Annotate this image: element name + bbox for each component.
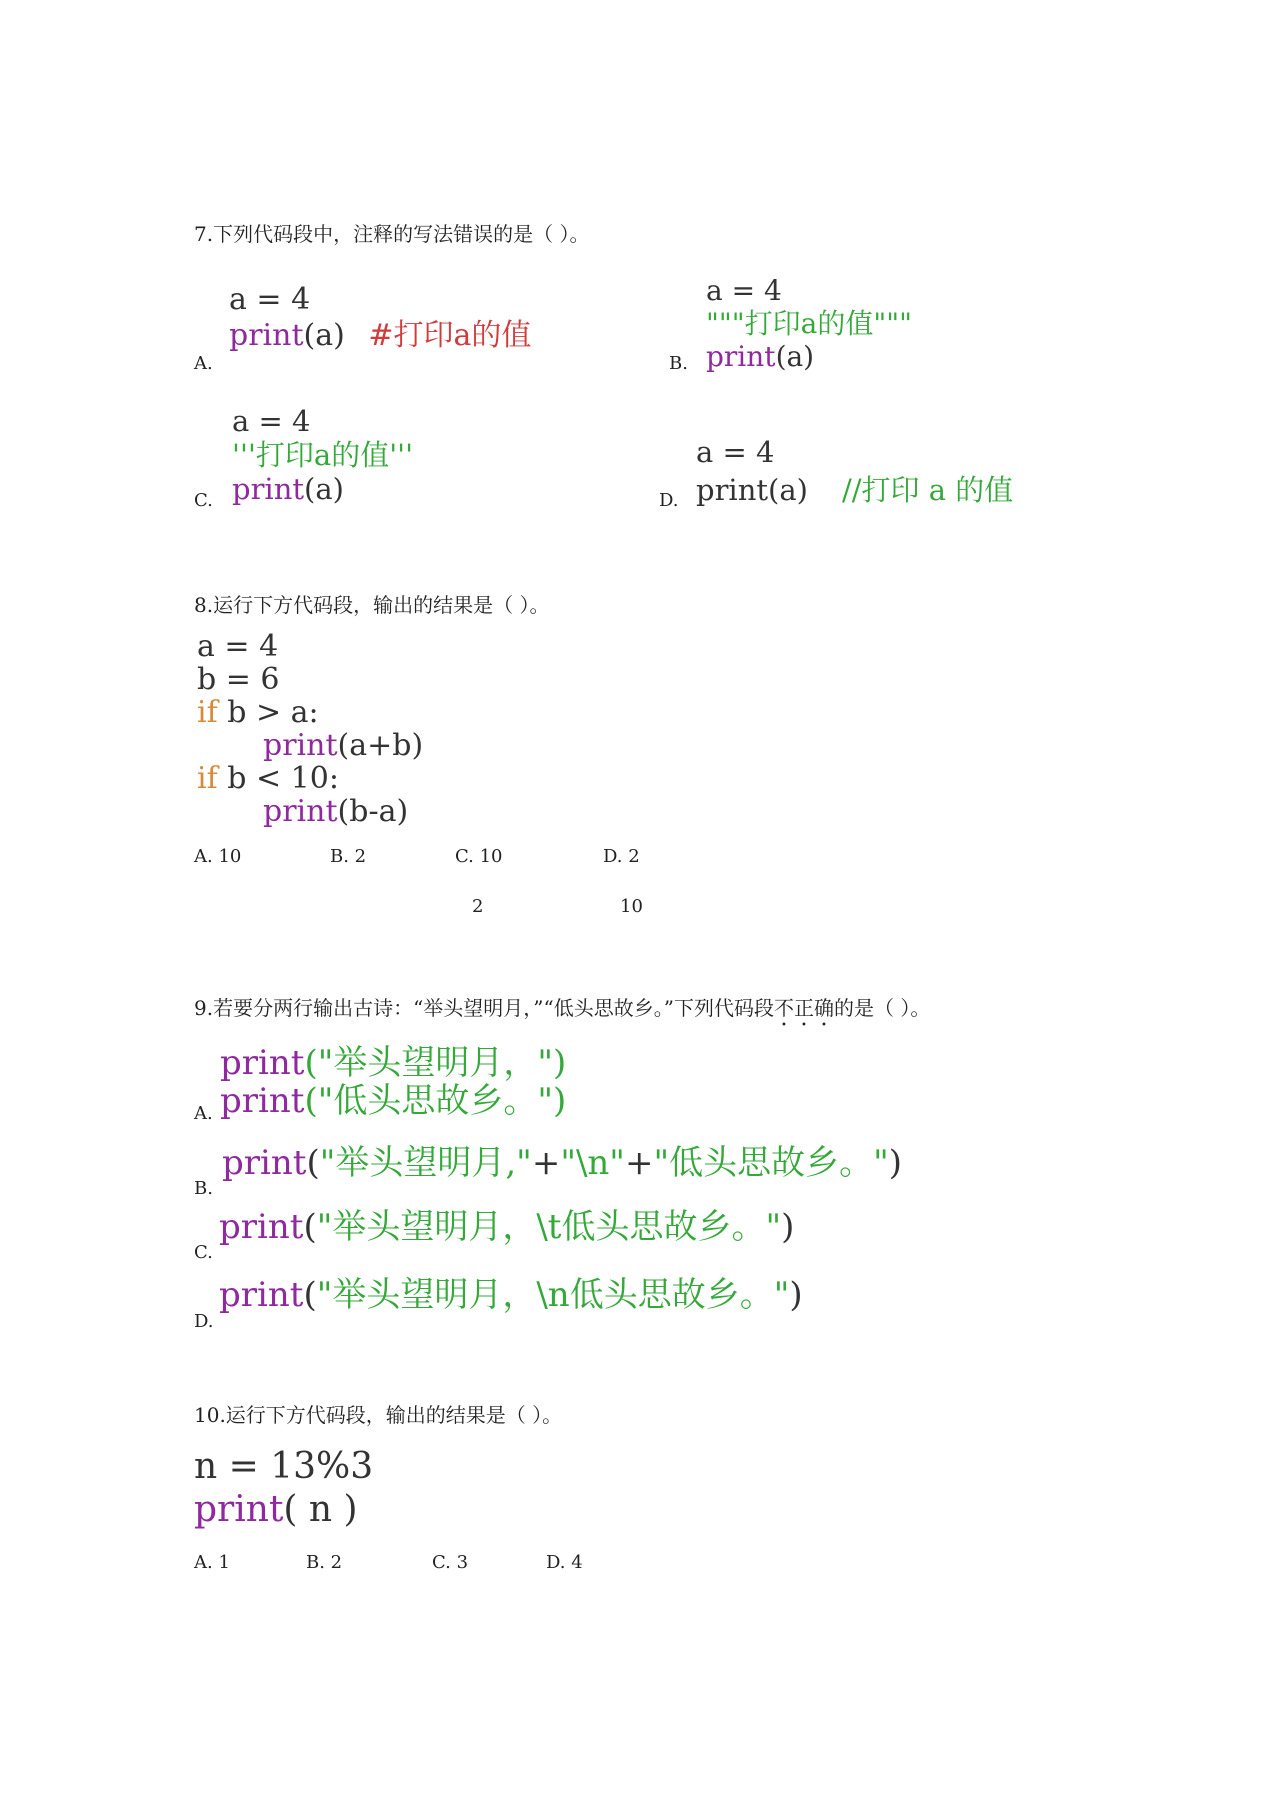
paren: (	[303, 1207, 317, 1247]
q7-question: 7.下列代码段中，注释的写法错误的是（ ）。	[194, 222, 590, 246]
q8-answer-a[interactable]: A. 10	[194, 846, 242, 867]
code-args: ( n )	[283, 1489, 358, 1530]
q8-question: 8.运行下方代码段，输出的结果是（ ）。	[194, 593, 550, 617]
q9-question	[194, 992, 930, 1031]
q7-option-a-label[interactable]: A.	[194, 353, 213, 374]
q7-option-b-label[interactable]: B.	[669, 353, 688, 374]
print-keyword: print	[194, 1489, 284, 1530]
print-keyword: print	[222, 1143, 307, 1183]
string-literal: "\n"	[560, 1143, 625, 1183]
plus-operator: +	[624, 1143, 654, 1183]
q8-answer-c[interactable]: C. 10	[455, 846, 503, 867]
q10-answer-a[interactable]: A. 1	[194, 1552, 230, 1573]
string-literal: "举头望明月,"	[319, 1143, 532, 1183]
q10-answer-b[interactable]: B. 2	[306, 1552, 343, 1573]
paren: (	[303, 1275, 317, 1315]
q7-option-c-label[interactable]: C.	[194, 490, 213, 511]
q9-option-d-label[interactable]: D.	[194, 1311, 214, 1332]
code-line: a = 4	[696, 435, 775, 469]
if-keyword: if	[197, 695, 218, 730]
code-args: (a)	[304, 472, 344, 506]
print-keyword: print	[219, 1275, 304, 1315]
code-line: a = 4	[197, 629, 279, 664]
q7-option-b-code	[706, 274, 912, 373]
code-args: (a)	[775, 340, 815, 373]
paren: )	[789, 1275, 803, 1315]
code-line: a = 4	[232, 404, 311, 438]
string-literal: ("举头望明月，")	[304, 1043, 567, 1083]
if-keyword: if	[197, 761, 218, 796]
paren: (	[306, 1143, 320, 1183]
q9-option-c-code	[219, 1207, 795, 1247]
paren: )	[888, 1143, 902, 1183]
q8-answer-b[interactable]: B. 2	[330, 846, 367, 867]
print-keyword: print	[232, 472, 305, 506]
q9-question-text: 9.若要分两行输出古诗：“举头望明月，”“低头思故乡。”下列代码段	[194, 996, 774, 1020]
string-literal: ("低头思故乡。")	[304, 1081, 567, 1121]
print-keyword: print	[706, 340, 776, 373]
string-literal: "低头思故乡。"	[653, 1143, 889, 1183]
q10-answer-d[interactable]: D. 4	[546, 1552, 583, 1573]
comment-text: #打印a的值	[368, 318, 532, 353]
print-keyword: print	[220, 1043, 305, 1083]
print-keyword: print	[263, 728, 338, 763]
q7-option-a-code	[229, 282, 532, 353]
q10-code-block	[194, 1445, 373, 1531]
q9-option-b-label[interactable]: B.	[194, 1178, 213, 1199]
q7-option-c-code	[232, 404, 413, 506]
code-args: (a+b)	[337, 728, 424, 763]
string-literal: "举头望明月，\n低头思故乡。"	[316, 1275, 790, 1315]
q9-option-d-code	[219, 1275, 803, 1315]
q9-question-emphasis: 不正确	[773, 996, 834, 1020]
q7-option-d-label[interactable]: D.	[659, 490, 679, 511]
comment-text: """打印a的值"""	[706, 307, 912, 340]
paren: )	[781, 1207, 795, 1247]
code-line: a = 4	[706, 274, 782, 307]
q9-question-end: 的是（ ）。	[833, 996, 931, 1020]
code-line: b = 6	[197, 662, 280, 697]
q7-option-d-code	[696, 433, 1013, 509]
code-line: b < 10:	[217, 761, 339, 796]
q10-question: 10.运行下方代码段，输出的结果是（ ）。	[194, 1403, 563, 1427]
print-keyword: print	[219, 1207, 304, 1247]
code-line: b > a:	[217, 695, 319, 730]
code-line: a = 4	[229, 282, 311, 317]
code-args: (a)	[303, 318, 345, 353]
q8-answer-d[interactable]: D. 2	[603, 846, 640, 867]
q10-answer-c[interactable]: C. 3	[432, 1552, 469, 1573]
code-args: (b-a)	[337, 794, 409, 829]
q8-code-block	[197, 630, 423, 828]
q9-option-a-code	[220, 1044, 566, 1120]
code-line: n = 13%3	[194, 1446, 374, 1487]
print-keyword: print	[263, 794, 338, 829]
code-line: print(a)	[696, 473, 808, 507]
plus-operator: +	[531, 1143, 561, 1183]
comment-text: '''打印a的值'''	[232, 438, 414, 472]
q9-option-b-code	[222, 1143, 902, 1183]
string-literal: "举头望明月，\t低头思故乡。"	[316, 1207, 782, 1247]
print-keyword: print	[229, 318, 304, 353]
print-keyword: print	[220, 1081, 305, 1121]
q8-answer-d-line2: 10	[620, 896, 643, 917]
q9-option-c-label[interactable]: C.	[194, 1242, 213, 1263]
comment-text: //打印 a 的值	[841, 473, 1014, 507]
q9-option-a-label[interactable]: A.	[194, 1103, 213, 1124]
q8-answer-c-line2: 2	[472, 896, 484, 917]
